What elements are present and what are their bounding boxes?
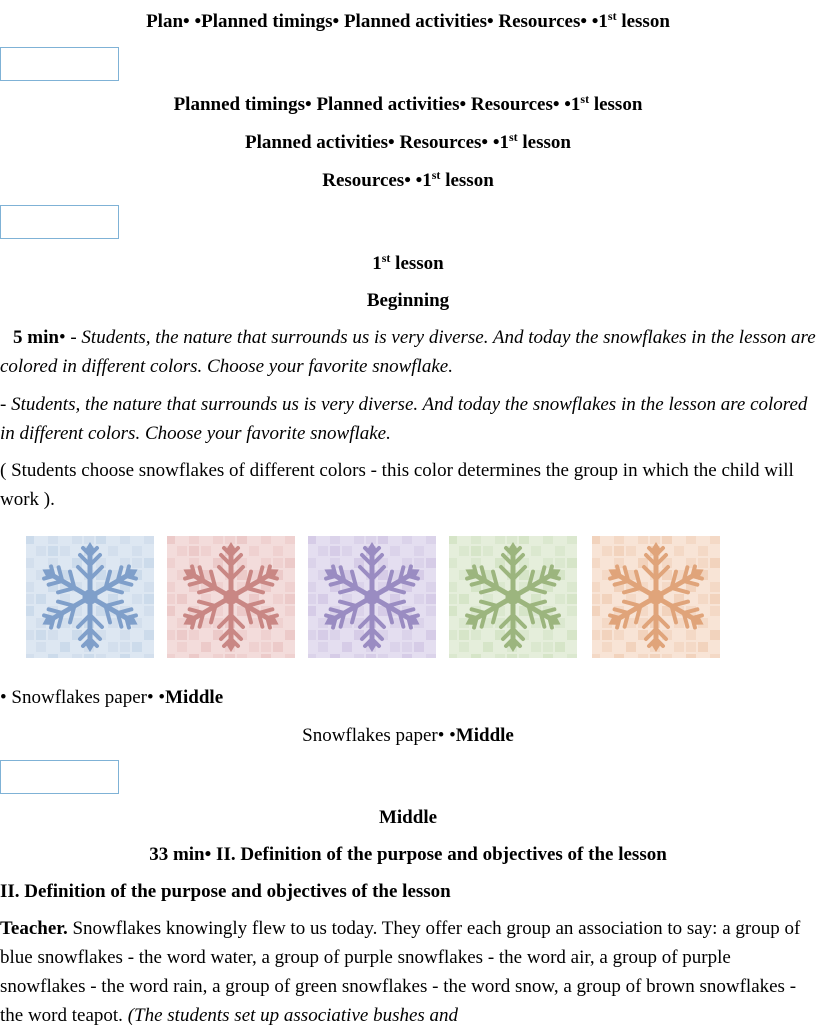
empty-text-box[interactable] [0, 47, 119, 81]
snowflake-image-red [167, 536, 295, 658]
bullet-icon: • [204, 844, 212, 865]
paragraph-instruction: ( Students choose snowflakes of different colors - this color determines the group in which the child will work ). [0, 460, 794, 510]
middle-heading: Middle [378, 807, 438, 828]
section-heading: II. Definition of the purpose and objectives of the lesson [0, 881, 451, 902]
snowflake-image-blue [26, 536, 154, 658]
resources-line-2: Snowflakes paper• •Middle [302, 725, 514, 746]
middle-timing-line: 33 min• II. Definition of the purpose and objectives of the lesson [149, 844, 667, 865]
paragraph-repeat: - Students, the nature that surrounds us is very diverse. And today the snowflakes in the lesson are colored in different colors. Choose your favorite snowflake. [0, 394, 808, 444]
snowflake-image-purple [308, 536, 436, 658]
bullet-icon: • [486, 11, 494, 32]
clipped-text-remnant [0, 670, 340, 678]
bullet-icon: • [305, 94, 312, 115]
resources-line-1: • Snowflakes paper• •Middle [0, 687, 224, 708]
empty-text-box[interactable] [0, 205, 119, 239]
bullet-icon: • [58, 327, 66, 348]
paragraph-intro: 5 min• - Students, the nature that surrounds us is very diverse. And today the snowflakes in the lesson are colored in different colors. Choose your favorite snowflake. [0, 327, 816, 377]
bullet-icon: • [580, 11, 587, 32]
snowflake-image-green [449, 536, 577, 658]
header-line-1: Plan• •Planned timings• Planned activities• Resources• •1st lesson [146, 9, 670, 32]
plan-label: Plan [146, 11, 184, 32]
bullet-icon: • [0, 687, 7, 708]
bullet-icon: • [552, 94, 560, 115]
empty-text-box[interactable] [0, 760, 119, 794]
bullet-icon: • [459, 94, 467, 115]
bullet-icon: • [183, 11, 190, 32]
header-line-3: Planned activities• Resources• •1st lesson [245, 130, 571, 153]
bullet-icon: • [388, 132, 395, 153]
header-line-4: Resources• •1st lesson [322, 168, 494, 191]
snowflake-image-orange [592, 536, 720, 658]
beginning-heading: Beginning [366, 290, 450, 311]
bullet-icon: • [437, 725, 445, 746]
lesson-heading: 1st lesson [372, 251, 444, 274]
bullet-icon: • [481, 132, 489, 153]
bullet-icon: • [404, 170, 411, 191]
bullet-icon: • [147, 687, 154, 708]
paragraph-teacher: Teacher. Snowflakes knowingly flew to us today. They offer each group an association to say: a group of blue snowflakes - the word water, a group of purple snowflakes - the word air, a group of purple snowflakes - the word rain, a group of green snowflakes - the word snow, a group of brown snowflakes - the word teapot. (The students set up associative bushes and [0, 918, 801, 1026]
bullet-icon: • [332, 11, 340, 32]
clipped-text-marks [0, 675, 340, 678]
header-line-2: Planned timings• Planned activities• Resources• •1st lesson [173, 92, 643, 115]
